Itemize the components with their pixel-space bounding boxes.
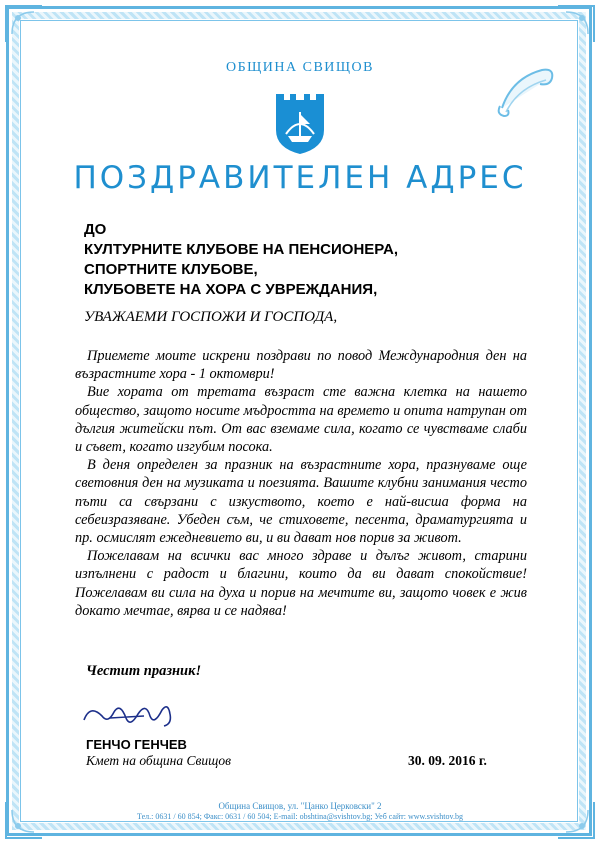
recipient-line: СПОРТНИТЕ КЛУБОВЕ, xyxy=(84,261,258,278)
municipal-crest-icon xyxy=(272,90,328,156)
body-paragraph: Приемете моите искрени поздрави по повод Международния ден на възрастните хора - 1 октомври! xyxy=(75,348,527,383)
body-paragraph: Пожелавам на всички вас много здраве и дълъг живот, старини изпълнени с радост и благини, които да ви дават спокойствие! Пожелавам ви сила на духа и порив на мечтите ви, защото човек е жив докато мечтае, вярва и се надява! xyxy=(75,548,527,619)
body-paragraph: В деня определен за празник на възрастните хора, празнуваме още световния ден на музиката и поезията. Вашите клубни занимания често пъти са свързани с изкуството, което е най-висша форма на себеизразяване. Убеден съм, че стиховете, песента, драматургията и пр. осмислят ежедневието ви, и ви дават нов порив за живот. xyxy=(75,457,527,547)
body-paragraph: Вие хората от третата възраст сте важна клетка на нашето общество, защото носите мъдростта на времето и опита натрупан от дългия житейски път. От вас вземаме сила, когато се чувстваме слаби и съвет, когато изгубим посока. xyxy=(75,384,527,456)
footer-contacts: Тел.: 0631 / 60 854; Факс: 0631 / 60 504; E-mail: obshtina@svishtov.bg; Уеб сайт: www.svishtov.bg xyxy=(137,812,463,821)
salutation: УВАЖАЕМИ ГОСПОЖИ И ГОСПОДА, xyxy=(84,309,338,325)
footer-address: Община Свищов, ул. "Цанко Церковски" 2 xyxy=(218,801,382,811)
recipient-line: ДО xyxy=(84,221,107,238)
recipient-line: КЛУБОВЕТЕ НА ХОРА С УВРЕЖДАНИЯ, xyxy=(84,281,378,298)
letter-body xyxy=(75,347,527,620)
municipality-name: ОБЩИНА СВИЩОВ xyxy=(226,60,374,75)
recipients-block xyxy=(84,220,524,300)
signer-name: ГЕНЧО ГЕНЧЕВ xyxy=(86,737,187,752)
page-title: ПОЗДРАВИТЕЛЕН АДРЕС xyxy=(73,160,527,196)
corner-ornament-icon xyxy=(556,4,596,44)
handwritten-signature xyxy=(80,698,190,734)
closing-line: Честит празник! xyxy=(86,663,202,679)
corner-ornament-icon xyxy=(4,4,44,44)
document-date: 30. 09. 2016 г. xyxy=(408,753,487,768)
signer-title: Кмет на община Свищов xyxy=(86,753,232,768)
recipient-line: КУЛТУРНИТЕ КЛУБОВЕ НА ПЕНСИОНЕРА, xyxy=(84,241,398,258)
